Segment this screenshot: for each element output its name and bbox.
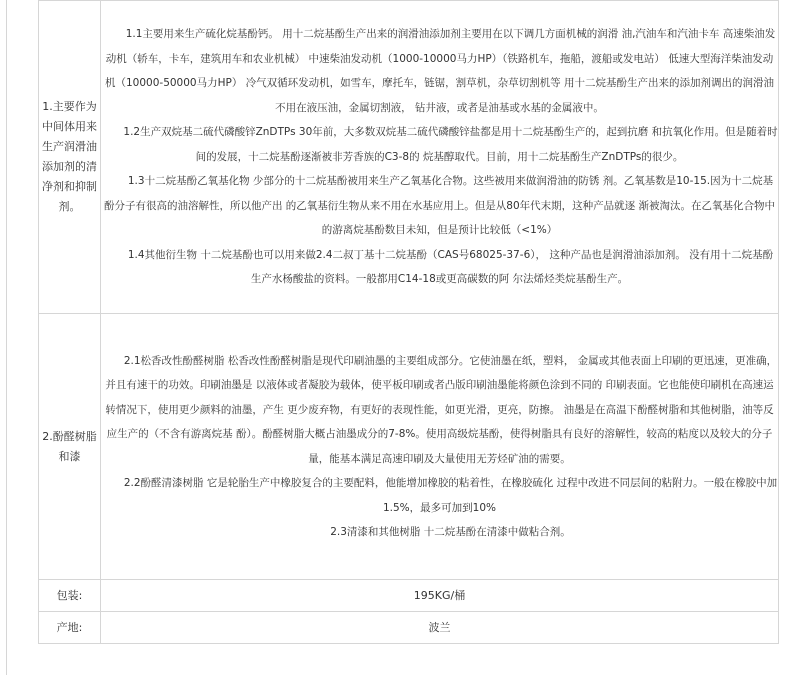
paragraph-2-2: 2.2酚醛清漆树脂 它是轮胎生产中橡胶复合的主要配料，他能增加橡胶的粘着性，在橡胶硫化 过程中改进不同层间的粘附力。一般在橡胶中加1.5%，最多可加到10% — [123, 477, 778, 514]
left-frame-divider — [6, 0, 7, 675]
row-content-lubricant-use — [101, 1, 779, 314]
paragraph-1-1: 1.1主要用来生产硫化烷基酚钙。 用十二烷基酚生产出来的润滑油添加剂主要用在以下调几方面机械的润滑 油,汽油车和汽油卡车 高速柴油发动机（轿车，卡车，建筑用车和农业机械） 中速柴油发动机（1000-10000马力HP）（铁路机车，拖船，渡船或发电站） 低速大型海洋柴油发动机（10000-50000马力HP） 冷气双循环发动机，如雪车，摩托车，链锯，割草机，杂草切割机等 用十二烷基酚生产出来的添加剂调出的润滑油不用在液压油，金属切割液， 钻井液，或者是油基或水基的金属液中。 — [105, 28, 776, 114]
table-row — [39, 612, 779, 644]
row-label-text: 2.酚醛树脂和漆 — [42, 429, 97, 463]
packaging-label: 包装: — [39, 580, 101, 612]
paragraph-1-3: 1.3十二烷基酚乙氧基化物 少部分的十二烷基酚被用来生产乙氧基化合物。这些被用来做润滑油的防锈 剂。乙氧基数是10-15.因为十二烷基酚分子有很高的油溶解性，所以他产出 的乙氧基衍生物从来不用在水基应用上。但是从80年代末期，这种产品就逐 渐被淘汰。在乙氧基化合物中的游离烷基酚数目未知，但是预计比较低（<1%） — [103, 175, 776, 237]
row-label-lubricant-use — [39, 1, 101, 314]
row-label-resin-use — [39, 314, 101, 580]
packaging-value: 195KG/桶 — [101, 580, 779, 612]
table-row — [39, 314, 779, 580]
paragraph-1-2: 1.2生产双烷基二硫代磷酸锌ZnDTPs 30年前，大多数双烷基二硫代磷酸锌盐都是用十二烷基酚生产的，起到抗磨 和抗氧化作用。但是随着时间的发展，十二烷基酚逐渐被非芳香族的C3-8的 烷基醇取代。目前，用十二烷基酚生产ZnDTPs的很少。 — [123, 126, 778, 163]
origin-value: 波兰 — [101, 612, 779, 644]
paragraph-1-4: 1.4其他衍生物 十二烷基酚也可以用来做2.4二叔丁基十二烷基酚（CAS号68025-37-6）， 这种产品也是润滑油添加剂。 没有用十二烷基酚生产水杨酸盐的资料。一般都用C14-18或更高碳数的阿 尔法烯烃类烷基酚生产。 — [127, 248, 774, 286]
paragraph-2-1: 2.1松香改性酚醛树脂 松香改性酚醛树脂是现代印刷油墨的主要组成部分。它使油墨在纸，塑料， 金属或其他表面上印刷的更迅速，更准确，并且有速干的功效。印刷油墨是 以液体或者凝胶为载体，使平板印刷或者凸版印刷油墨能将颜色涂到不同的 印刷表面。它也能使印刷机在高速运转情况下，使用更少颜料的油墨，产生 更少废弃物，有更好的表现性能，如更光滑，更亮，防擦。 油墨是在高温下酚醛树脂和其他树脂，油等反应生产的（不含有游离烷基 酚）。酚醛树脂大概占油墨成分的7-8%。使用高级烷基酚，使得树脂具有良好的溶解性，较高的粘度以及较大的分子 量，能基本满足高速印刷及大量使用无芳烃矿油的需要。 — [105, 354, 778, 465]
row-label-text: 1.主要作为中间体用来生产润滑油添加剂的清净剂和抑制剂。 — [42, 100, 97, 213]
row-content-resin-use — [101, 314, 779, 580]
table-row — [39, 1, 779, 314]
paragraph-2-3: 2.3清漆和其他树脂 十二烷基酚在清漆中做粘合剂。 — [330, 526, 571, 538]
origin-label: 产地: — [39, 612, 101, 644]
product-spec-table — [38, 0, 779, 644]
table-row — [39, 580, 779, 612]
